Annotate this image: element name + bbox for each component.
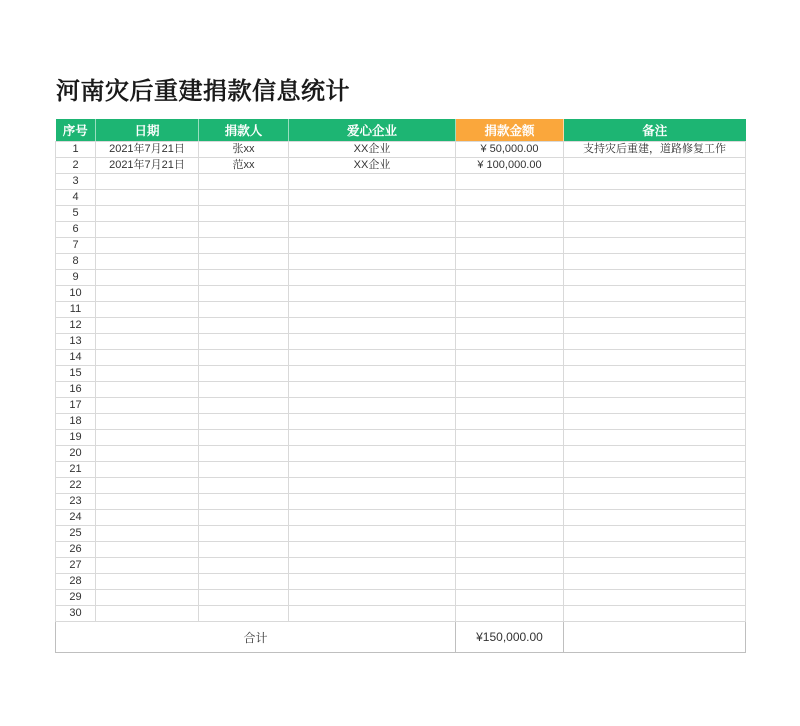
amount-cell [456, 334, 564, 350]
amount-cell [456, 206, 564, 222]
amount-cell [456, 510, 564, 526]
date-cell: 2021年7月21日 [96, 142, 199, 158]
amount-cell [456, 478, 564, 494]
table-row [56, 478, 746, 494]
date-cell [96, 526, 199, 542]
amount-cell [456, 190, 564, 206]
company-cell [289, 430, 456, 446]
seq-cell: 14 [56, 350, 96, 366]
date-cell [96, 558, 199, 574]
date-cell [96, 494, 199, 510]
table-row [56, 174, 746, 190]
donor-cell [199, 542, 289, 558]
seq-cell: 6 [56, 222, 96, 238]
table-row [56, 238, 746, 254]
table-row [56, 510, 746, 526]
table-row [56, 398, 746, 414]
amount-cell [456, 222, 564, 238]
donor-cell [199, 494, 289, 510]
table-row [56, 558, 746, 574]
donor-cell [199, 334, 289, 350]
note-cell [564, 446, 746, 462]
donor-cell [199, 478, 289, 494]
company-cell [289, 174, 456, 190]
donor-cell [199, 350, 289, 366]
company-cell [289, 478, 456, 494]
seq-cell: 1 [56, 142, 96, 158]
company-cell [289, 334, 456, 350]
header-company: 爱心企业 [289, 119, 456, 142]
donor-cell [199, 382, 289, 398]
note-cell [564, 238, 746, 254]
header-donor: 捐款人 [199, 119, 289, 142]
amount-cell [456, 606, 564, 622]
table-row [56, 302, 746, 318]
amount-cell [456, 590, 564, 606]
company-cell [289, 510, 456, 526]
note-cell [564, 206, 746, 222]
seq-cell: 24 [56, 510, 96, 526]
note-cell [564, 526, 746, 542]
seq-cell: 13 [56, 334, 96, 350]
table-row [56, 270, 746, 286]
seq-cell: 10 [56, 286, 96, 302]
date-cell [96, 462, 199, 478]
table-row [56, 254, 746, 270]
table-row [56, 606, 746, 622]
note-cell [564, 302, 746, 318]
note-cell [564, 558, 746, 574]
date-cell [96, 238, 199, 254]
company-cell [289, 222, 456, 238]
seq-cell: 23 [56, 494, 96, 510]
table-row [56, 158, 746, 174]
date-cell [96, 174, 199, 190]
company-cell [289, 574, 456, 590]
company-cell [289, 238, 456, 254]
amount-cell [456, 414, 564, 430]
note-cell [564, 462, 746, 478]
company-cell [289, 382, 456, 398]
date-cell [96, 190, 199, 206]
company-cell [289, 606, 456, 622]
seq-cell: 28 [56, 574, 96, 590]
company-cell [289, 398, 456, 414]
note-cell: 支持灾后重建，道路修复工作 [564, 142, 746, 158]
total-amount-cell: ¥150,000.00 [456, 622, 564, 653]
amount-cell [456, 366, 564, 382]
date-cell [96, 206, 199, 222]
company-cell [289, 542, 456, 558]
amount-cell [456, 574, 564, 590]
donor-cell: 范xx [199, 158, 289, 174]
amount-cell [456, 558, 564, 574]
company-cell: XX企业 [289, 142, 456, 158]
note-cell [564, 382, 746, 398]
header-amount: 捐款金额 [456, 119, 564, 142]
header-row [56, 119, 746, 142]
seq-cell: 12 [56, 318, 96, 334]
table-row [56, 590, 746, 606]
company-cell [289, 558, 456, 574]
total-note-cell [564, 622, 746, 653]
note-cell [564, 414, 746, 430]
donor-cell [199, 366, 289, 382]
donor-cell [199, 574, 289, 590]
note-cell [564, 318, 746, 334]
donor-cell [199, 462, 289, 478]
company-cell [289, 494, 456, 510]
table-row [56, 318, 746, 334]
date-cell: 2021年7月21日 [96, 158, 199, 174]
note-cell [564, 190, 746, 206]
donor-cell [199, 398, 289, 414]
note-cell [564, 254, 746, 270]
note-cell [564, 174, 746, 190]
date-cell [96, 334, 199, 350]
date-cell [96, 382, 199, 398]
seq-cell: 15 [56, 366, 96, 382]
note-cell [564, 334, 746, 350]
donor-cell [199, 254, 289, 270]
company-cell [289, 254, 456, 270]
note-cell [564, 542, 746, 558]
header-seq: 序号 [56, 119, 96, 142]
total-row [56, 622, 746, 653]
date-cell [96, 590, 199, 606]
table-row [56, 494, 746, 510]
company-cell [289, 350, 456, 366]
table-row [56, 462, 746, 478]
table-row [56, 190, 746, 206]
donor-cell [199, 206, 289, 222]
amount-cell [456, 302, 564, 318]
note-cell [564, 430, 746, 446]
note-cell [564, 574, 746, 590]
company-cell [289, 302, 456, 318]
amount-cell [456, 174, 564, 190]
note-cell [564, 510, 746, 526]
date-cell [96, 318, 199, 334]
donor-cell [199, 222, 289, 238]
amount-cell [456, 542, 564, 558]
seq-cell: 7 [56, 238, 96, 254]
header-date: 日期 [96, 119, 199, 142]
note-cell [564, 398, 746, 414]
seq-cell: 17 [56, 398, 96, 414]
donor-cell [199, 174, 289, 190]
donor-cell: 张xx [199, 142, 289, 158]
seq-cell: 27 [56, 558, 96, 574]
date-cell [96, 574, 199, 590]
date-cell [96, 606, 199, 622]
company-cell [289, 462, 456, 478]
amount-cell [456, 430, 564, 446]
seq-cell: 21 [56, 462, 96, 478]
note-cell [564, 590, 746, 606]
note-cell [564, 350, 746, 366]
amount-cell [456, 238, 564, 254]
donor-cell [199, 510, 289, 526]
donation-table [55, 119, 746, 653]
table-row [56, 350, 746, 366]
date-cell [96, 414, 199, 430]
note-cell [564, 366, 746, 382]
table-row [56, 382, 746, 398]
table-row [56, 334, 746, 350]
table-row [56, 142, 746, 158]
table-row [56, 542, 746, 558]
amount-cell [456, 350, 564, 366]
amount-cell [456, 446, 564, 462]
table-row [56, 574, 746, 590]
seq-cell: 4 [56, 190, 96, 206]
amount-cell [456, 254, 564, 270]
date-cell [96, 478, 199, 494]
seq-cell: 2 [56, 158, 96, 174]
seq-cell: 3 [56, 174, 96, 190]
donor-cell [199, 270, 289, 286]
donor-cell [199, 558, 289, 574]
date-cell [96, 254, 199, 270]
table-row [56, 430, 746, 446]
donor-cell [199, 414, 289, 430]
table-row [56, 286, 746, 302]
table-row [56, 526, 746, 542]
company-cell [289, 286, 456, 302]
date-cell [96, 222, 199, 238]
date-cell [96, 398, 199, 414]
date-cell [96, 510, 199, 526]
donor-cell [199, 190, 289, 206]
amount-cell [456, 382, 564, 398]
table-row [56, 446, 746, 462]
amount-cell: ¥ 100,000.00 [456, 158, 564, 174]
seq-cell: 8 [56, 254, 96, 270]
table-row [56, 414, 746, 430]
donor-cell [199, 238, 289, 254]
donor-cell [199, 286, 289, 302]
company-cell [289, 206, 456, 222]
donor-cell [199, 526, 289, 542]
table-row [56, 222, 746, 238]
note-cell [564, 494, 746, 510]
company-cell [289, 366, 456, 382]
amount-cell [456, 270, 564, 286]
seq-cell: 16 [56, 382, 96, 398]
seq-cell: 18 [56, 414, 96, 430]
header-note: 备注 [564, 119, 746, 142]
seq-cell: 29 [56, 590, 96, 606]
amount-cell [456, 526, 564, 542]
amount-cell [456, 318, 564, 334]
total-label-cell: 合计 [56, 622, 456, 653]
date-cell [96, 286, 199, 302]
seq-cell: 5 [56, 206, 96, 222]
date-cell [96, 446, 199, 462]
note-cell [564, 270, 746, 286]
seq-cell: 19 [56, 430, 96, 446]
donor-cell [199, 430, 289, 446]
donor-cell [199, 590, 289, 606]
company-cell [289, 590, 456, 606]
date-cell [96, 350, 199, 366]
date-cell [96, 270, 199, 286]
amount-cell [456, 286, 564, 302]
table-row [56, 366, 746, 382]
company-cell [289, 446, 456, 462]
company-cell [289, 526, 456, 542]
note-cell [564, 478, 746, 494]
date-cell [96, 302, 199, 318]
seq-cell: 26 [56, 542, 96, 558]
seq-cell: 30 [56, 606, 96, 622]
seq-cell: 25 [56, 526, 96, 542]
amount-cell [456, 462, 564, 478]
note-cell [564, 606, 746, 622]
note-cell [564, 286, 746, 302]
seq-cell: 22 [56, 478, 96, 494]
company-cell [289, 190, 456, 206]
company-cell [289, 318, 456, 334]
note-cell [564, 158, 746, 174]
note-cell [564, 222, 746, 238]
seq-cell: 11 [56, 302, 96, 318]
date-cell [96, 366, 199, 382]
company-cell [289, 414, 456, 430]
date-cell [96, 430, 199, 446]
donor-cell [199, 318, 289, 334]
donor-cell [199, 446, 289, 462]
amount-cell [456, 398, 564, 414]
donor-cell [199, 606, 289, 622]
donor-cell [199, 302, 289, 318]
company-cell [289, 270, 456, 286]
amount-cell [456, 494, 564, 510]
amount-cell: ¥ 50,000.00 [456, 142, 564, 158]
seq-cell: 20 [56, 446, 96, 462]
seq-cell: 9 [56, 270, 96, 286]
page-title: 河南灾后重建捐款信息统计 [56, 78, 350, 105]
table-row [56, 206, 746, 222]
company-cell: XX企业 [289, 158, 456, 174]
date-cell [96, 542, 199, 558]
